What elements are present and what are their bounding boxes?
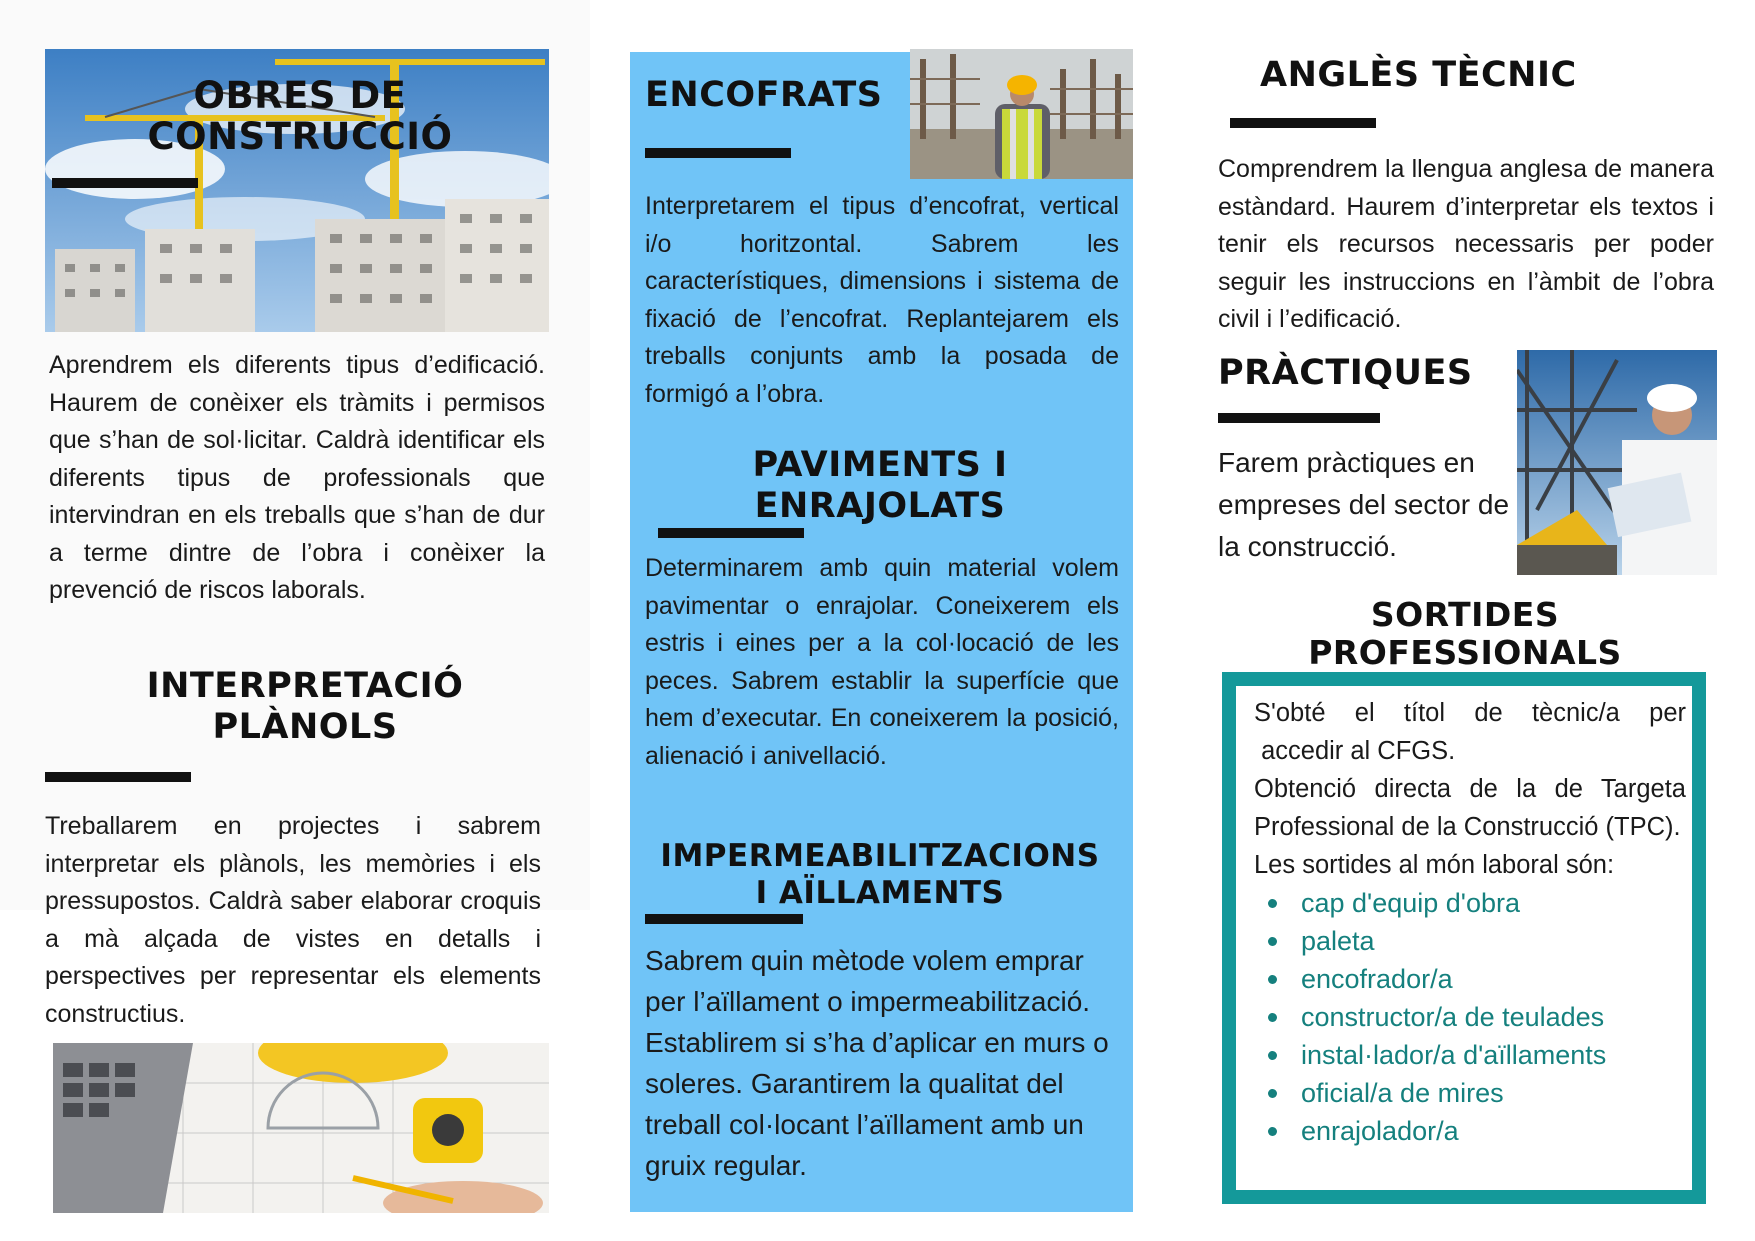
encofrats-body: Interpretarem el tipus d’encofrat, vertical i/o horitzontal. Sabrem les característiques, dimensions i sistema de fixació de l’encofrat. Replantejarem els treballs conjunts amb la posada de formigó a l’obra.: [645, 192, 1119, 408]
impermeabilitzacions-title: IMPERMEABILITZACIONS I AÏLLAMENTS: [660, 838, 1100, 911]
planols-title-bar: [45, 772, 191, 782]
job-item: instal·lador/a d'aïllaments: [1254, 1036, 1686, 1074]
worker-hardhat-photo: [910, 49, 1133, 179]
sortides-line-3: Obtenció directa de la de Targeta Professional de la Construcció (TPC).: [1254, 775, 1686, 841]
angles-body: Comprendrem la llengua anglesa de manera estàndard. Haurem d’interpretar els textos i tenir els recursos necessaris per poder seguir les instruccions en l’àmbit de l’obra civil i l’edificació.: [1218, 155, 1714, 333]
paviments-body: Determinarem amb quin material volem pavimentar o enrajolar. Coneixerem els estris i eines per a la col·locació de les peces. Sabrem establir la superfície que hem d’executar. En coneixerem la posició, alienació i anivellació.: [645, 554, 1119, 770]
sortides-content: [1254, 694, 1686, 1150]
job-item: encofrador/a: [1254, 960, 1686, 998]
paviments-title: PAVIMENTS I ENRAJOLATS: [752, 445, 1008, 526]
sortides-title: SORTIDES PROFESSIONALS: [1308, 595, 1622, 672]
engineer-site-photo: [1517, 350, 1717, 575]
blueprint-tools-photo: [53, 1043, 549, 1213]
obres-title: OBRES DE CONSTRUCCIÓ: [147, 74, 453, 159]
job-item: oficial/a de mires: [1254, 1074, 1686, 1112]
practiques-body: Farem pràctiques en empreses del sector de la construcció.: [1218, 447, 1510, 562]
job-item: constructor/a de teulades: [1254, 998, 1686, 1036]
angles-title-bar: [1230, 118, 1376, 128]
sortides-line-1: S'obté el títol de tècnic/a per: [1254, 699, 1686, 727]
encofrats-title: ENCOFRATS: [645, 75, 883, 115]
planols-title: INTERPRETACIÓ PLÀNOLS: [146, 666, 464, 747]
impermeabilitzacions-body: Sabrem quin mètode volem emprar per l’aïllament o impermeabilització. Establirem si s’ha d’aplicar en murs o soleres. Garantirem la qualitat del treball col·locant l’aïllament amb un gruix regular.: [645, 945, 1109, 1181]
obres-body: Aprendrem els diferents tipus d’edificació. Haurem de conèixer els tràmits i permisos que s’han de sol·licitar. Caldrà identificar els diferents tipus de professionals que intervindran en els treballs que s’han de dur a terme dintre de l’obra i conèixer la prevenció de riscos laborals.: [49, 351, 545, 604]
sortides-line-2: accedir al CFGS.: [1254, 737, 1456, 765]
paviments-title-bar: [658, 528, 804, 538]
job-item: enrajolador/a: [1254, 1112, 1686, 1150]
jobs-list: [1254, 884, 1686, 1150]
practiques-title-bar: [1218, 413, 1380, 423]
encofrats-title-bar: [645, 148, 791, 158]
practiques-title: PRÀCTIQUES: [1218, 353, 1473, 393]
angles-title: ANGLÈS TÈCNIC: [1260, 55, 1577, 95]
planols-body: Treballarem en projectes i sabrem interpretar els plànols, les memòries i els pressupostos. Caldrà saber elaborar croquis a mà alçada de vistes en detalls i perspectives per representar els elements constructius.: [45, 812, 541, 1028]
job-item: paleta: [1254, 922, 1686, 960]
obres-title-bar: [52, 178, 198, 188]
impermeabilitzacions-title-bar: [645, 914, 803, 924]
sortides-line-4: Les sortides al món laboral són:: [1254, 851, 1615, 879]
job-item: cap d'equip d'obra: [1254, 884, 1686, 922]
